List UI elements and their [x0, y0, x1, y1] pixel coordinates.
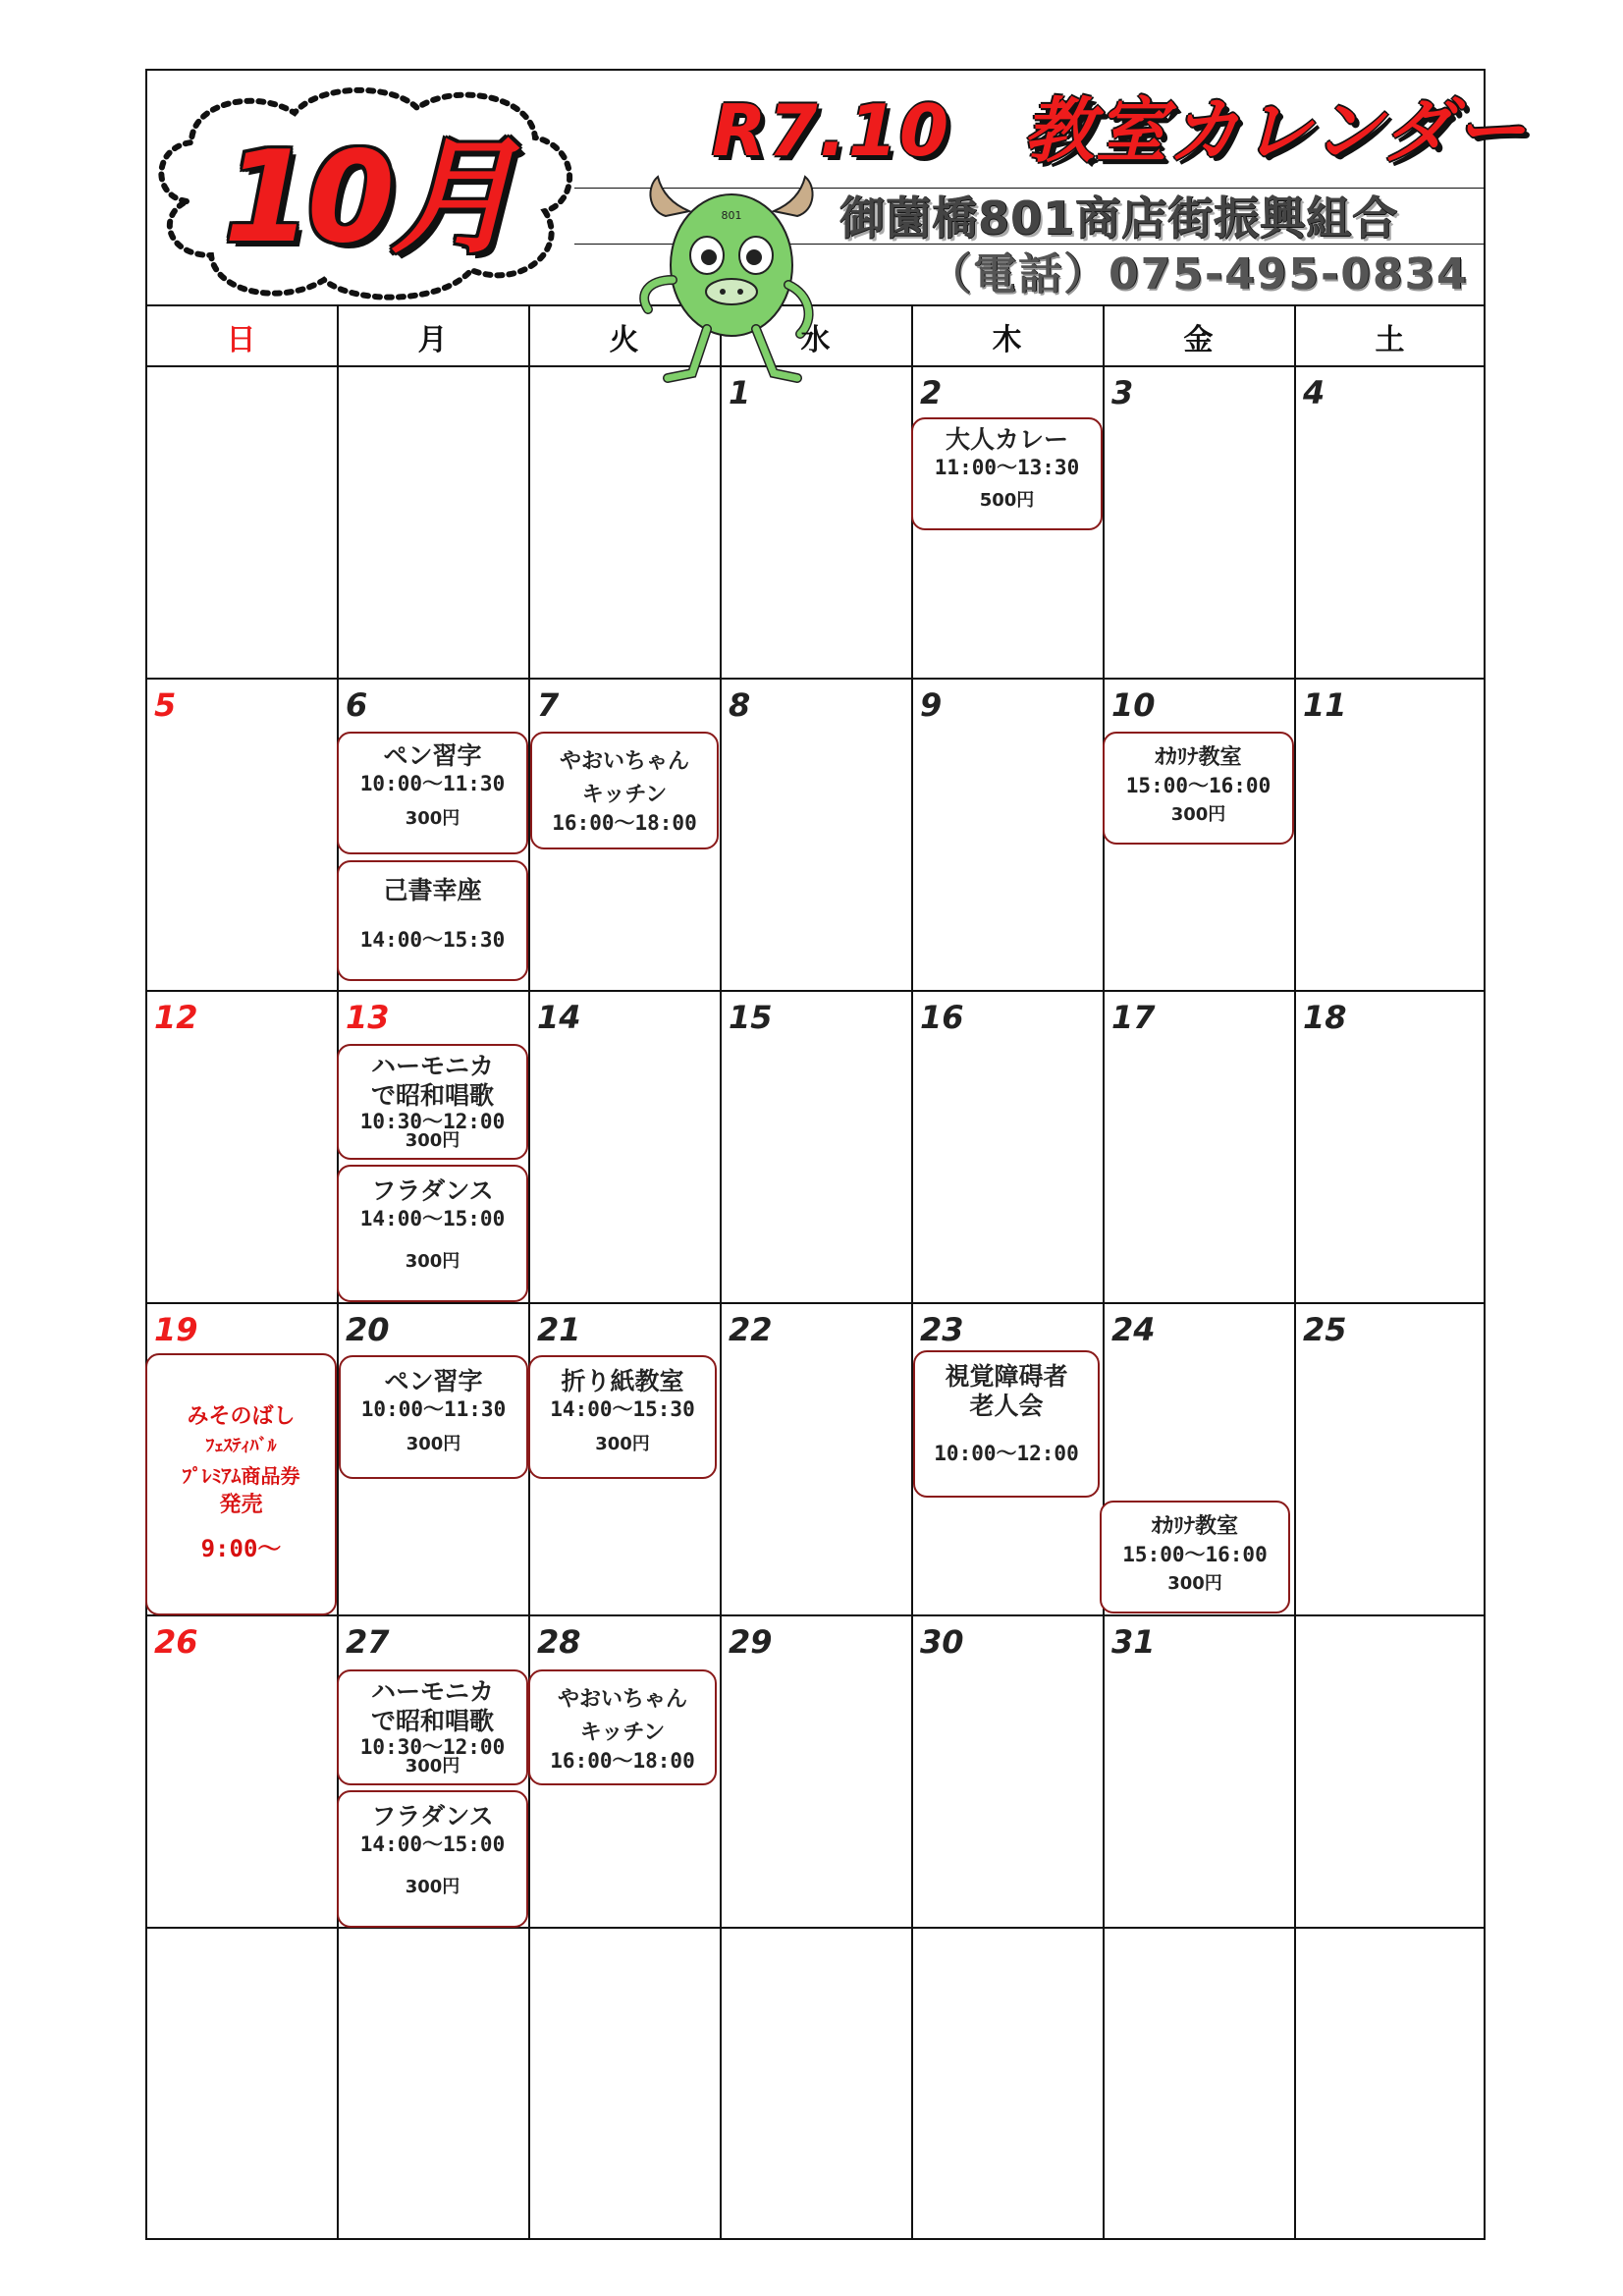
event-time: 14:00～15:00	[359, 1207, 506, 1230]
weekday-monday: 月	[417, 323, 448, 357]
event-card	[530, 732, 719, 849]
page-title: R7.10 教室カレンダー	[712, 89, 1528, 172]
event-time: 10:00～11:30	[359, 772, 506, 795]
event-time: 15:00～16:00	[1125, 774, 1271, 797]
weekday-saturday: 土	[1375, 323, 1405, 357]
event-title: ﾌｪｽﾃｨﾊﾞﾙ	[205, 1436, 277, 1456]
day-number: 2	[920, 374, 943, 411]
day-number: 13	[346, 999, 390, 1036]
event-title: で昭和唱歌	[370, 1707, 494, 1735]
event-card	[337, 860, 528, 981]
day-number: 26	[154, 1623, 198, 1661]
grid-line	[145, 990, 1486, 992]
event-time: 9:00～	[200, 1535, 282, 1562]
event-title: ﾌﾟﾚﾐｱﾑ商品券	[182, 1464, 300, 1488]
event-price: 300円	[405, 1756, 460, 1777]
day-number: 24	[1111, 1311, 1156, 1348]
day-number: 7	[537, 686, 560, 724]
event-card	[337, 1165, 528, 1302]
event-price: 300円	[595, 1434, 650, 1454]
event-card	[337, 1044, 528, 1160]
day-number: 27	[346, 1623, 390, 1661]
event-time: 10:30～12:00	[359, 1110, 506, 1133]
event-time: 15:00～16:00	[1122, 1543, 1268, 1566]
day-number: 3	[1111, 374, 1134, 411]
event-time: 10:00～11:30	[360, 1397, 507, 1421]
day-number: 11	[1303, 686, 1347, 724]
weekday-friday: 金	[1183, 323, 1214, 357]
svg-text:801: 801	[721, 209, 742, 222]
event-card-festival	[145, 1353, 337, 1615]
event-time: 16:00～18:00	[552, 811, 697, 835]
event-card	[528, 1355, 717, 1479]
day-number: 8	[729, 686, 751, 724]
day-number: 21	[537, 1311, 581, 1348]
event-card	[911, 417, 1103, 530]
grid-line	[1294, 304, 1296, 2240]
phone-number: （電話）075-495-0834	[928, 249, 1469, 300]
organization-name: 御薗橋801商店街振興組合	[839, 191, 1399, 245]
event-title: ハーモニカ	[370, 1052, 494, 1080]
event-price: 300円	[405, 1251, 460, 1272]
grid-line	[145, 1614, 1486, 1616]
day-number: 15	[729, 999, 773, 1036]
weekday-sunday: 日	[226, 323, 256, 357]
grid-line	[720, 304, 722, 2240]
month-badge: 10月	[223, 125, 514, 271]
day-number: 12	[154, 999, 198, 1036]
event-title: 老人会	[969, 1392, 1044, 1420]
event-time: 10:00～12:00	[934, 1442, 1079, 1465]
event-title: フラダンス	[371, 1176, 494, 1205]
grid-line	[528, 304, 530, 2240]
weekday-thursday: 木	[992, 323, 1022, 357]
grid-line	[911, 304, 913, 2240]
event-title: ペン習字	[383, 741, 482, 770]
weekday-wednesday: 水	[800, 323, 831, 357]
day-number: 9	[920, 686, 943, 724]
event-price: 300円	[405, 1877, 460, 1897]
event-title: ハーモニカ	[370, 1677, 494, 1706]
weekday-tuesday: 火	[609, 323, 639, 357]
event-card	[339, 1355, 528, 1479]
day-number: 25	[1303, 1311, 1347, 1348]
day-number: 10	[1111, 686, 1156, 724]
event-title: 己書幸座	[383, 876, 482, 904]
event-card	[337, 732, 528, 854]
event-time: 10:30～12:00	[359, 1735, 506, 1759]
grid-line	[145, 1302, 1486, 1304]
day-number: 6	[346, 686, 368, 724]
day-number: 20	[346, 1311, 390, 1348]
day-number: 22	[729, 1311, 773, 1348]
event-card	[913, 1350, 1100, 1498]
event-card	[337, 1669, 528, 1785]
event-title: 折り紙教室	[561, 1367, 684, 1395]
event-title: で昭和唱歌	[370, 1081, 494, 1110]
event-price: 300円	[405, 1130, 460, 1151]
day-number: 1	[729, 374, 751, 411]
day-number: 14	[537, 999, 581, 1036]
event-title: やおいちゃん	[559, 749, 689, 774]
day-number: 17	[1111, 999, 1156, 1036]
day-number: 31	[1111, 1623, 1156, 1661]
event-price: 300円	[1170, 804, 1226, 825]
event-price: 300円	[1167, 1573, 1222, 1594]
event-title: キッチン	[579, 1721, 666, 1745]
day-number: 16	[920, 999, 964, 1036]
event-price: 500円	[979, 490, 1035, 511]
event-title: ｵｶﾘﾅ教室	[1155, 745, 1242, 770]
event-title: ｵｶﾘﾅ教室	[1151, 1514, 1238, 1539]
event-card	[337, 1790, 528, 1928]
event-title: キッチン	[581, 783, 668, 807]
day-number: 4	[1303, 374, 1325, 411]
event-time: 14:00～15:30	[359, 928, 506, 952]
event-card	[528, 1669, 717, 1785]
event-card	[1103, 732, 1294, 845]
event-time: 11:00～13:30	[934, 456, 1080, 479]
event-time: 14:00～15:00	[359, 1832, 506, 1856]
event-title: フラダンス	[371, 1802, 494, 1831]
grid-line	[145, 678, 1486, 680]
day-number: 5	[154, 686, 177, 724]
event-time: 16:00～18:00	[550, 1749, 695, 1773]
day-number: 19	[154, 1311, 198, 1348]
event-title: 発売	[219, 1493, 263, 1517]
event-card	[1100, 1501, 1290, 1613]
day-number: 23	[920, 1311, 964, 1348]
event-title: やおいちゃん	[557, 1687, 687, 1712]
event-title: 視覚障碍者	[945, 1362, 1068, 1391]
grid-line	[1103, 304, 1105, 2240]
day-number: 18	[1303, 999, 1347, 1036]
day-number: 30	[920, 1623, 964, 1661]
day-number: 28	[537, 1623, 581, 1661]
event-title: 大人カレー	[945, 425, 1068, 454]
day-number: 29	[729, 1623, 773, 1661]
event-price: 300円	[406, 1434, 461, 1454]
event-title: みそのばし	[187, 1404, 296, 1429]
event-time: 14:00～15:30	[550, 1397, 695, 1421]
event-price: 300円	[405, 808, 460, 829]
event-title: ペン習字	[384, 1367, 483, 1395]
